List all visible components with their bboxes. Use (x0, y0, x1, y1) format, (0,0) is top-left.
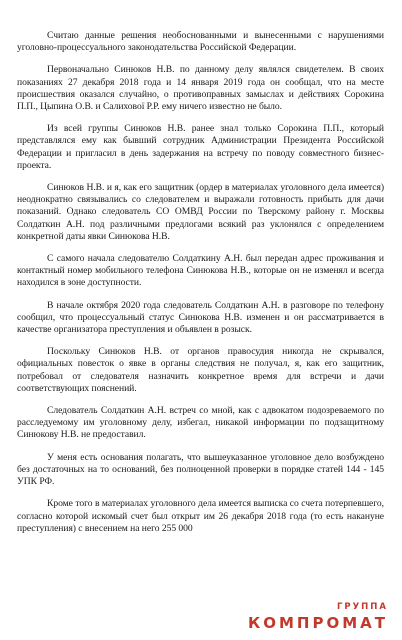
paragraph-4: Синюков Н.В. и я, как его защитник (ордер в материалах уголовного дела имеется) неоднократно связывались со следователем и выражали готовность прибыть для дачи показаний. Однако следователь СО ОМВД России по Тверскому району г. Москвы Солдаткин А.Н. под различными предлогами всякий раз уклонялся с определением конкретной даты явки Синюкова Н.В. (17, 182, 384, 242)
paragraph-1: Считаю данные решения необоснованными и вынесенными с нарушениями уголовно-процессуального законодательства Российской Федерации. (17, 30, 384, 54)
paragraph-5: С самого начала следователю Солдаткину А.Н. был передан адрес проживания и контактный номер мобильного телефона Синюкова Н.В., которые он не изменял и всегда находился в зоне доступности. (17, 253, 384, 289)
paragraph-6: В начале октября 2020 года следователь Солдаткин А.Н. в разговоре по телефону сообщил, что процессуальный статус Синюкова Н.В. изменен и он рассматривается в качестве организатора преступления и объявлен в розыск. (17, 299, 384, 336)
watermark-small-text: ГРУППА (336, 602, 388, 612)
paragraph-10: Кроме того в материалах уголовного дела имеется выписка со счета потерпевшего, согласно которой искомый счет был открыт им 26 декабря 2018 года (то есть накануне преступления) с внесением на него 255 000 (17, 498, 384, 534)
watermark-logo (228, 602, 388, 632)
watermark-big-text: КОМПРОМАТ (247, 614, 388, 632)
paragraph-2: Первоначально Синюков Н.В. по данному делу являлся свидетелем. В своих показаниях 27 декабря 2018 года и 14 января 2019 года он сообщал, что на месте происшествия оказался случайно, о противоправных замыслах и действиях Сорокина П.П., Цыпина О.В. и Салихової Р.Р. ему ничего известно не было. (17, 64, 384, 113)
paragraph-7: Поскольку Синюков Н.В. от органов правосудия никогда не скрывался, официальных повесток о явке в органы следствия не получал, я, как его защитник, потребовал от следователя назначить конкретное время для встречи и дачи соответствующих пояснений. (17, 346, 384, 394)
paragraph-3: Из всей группы Синюков Н.В. ранее знал только Сорокина П.П., который представлялся ему как бывший сотрудник Администрации Президента Российской Федерации и пригласил в день задержания на встречу по поводу совместного бизнес-проекта. (17, 123, 384, 171)
paragraph-8: Следователь Солдаткин А.Н. встреч со мной, как с адвокатом подозреваемого по расследуемому им уголовному делу, избегал, никакой информации по подзащитному Синюкову Н.В. не предоставил. (17, 405, 384, 441)
paragraph-9: У меня есть основания полагать, что вышеуказанное уголовное дело возбуждено без достаточных на то оснований, без полноценной проверки в порядке статей 144 - 145 УПК РФ. (17, 451, 384, 488)
